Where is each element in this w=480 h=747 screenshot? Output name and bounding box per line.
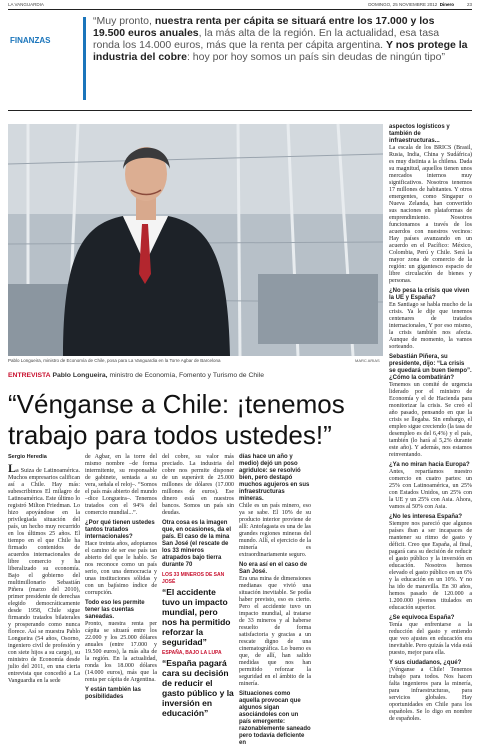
- photo-credit: MARC ARIAS: [355, 358, 380, 363]
- pull-quote-label: LOS 33 MINEROS DE SAN JOSÉ: [162, 572, 225, 585]
- header-rule: [8, 9, 472, 10]
- byline: Sergio Heredia: [8, 454, 47, 460]
- pull-quote-label: ESPAÑA, BAJO LA LUPA: [162, 650, 222, 656]
- photo-caption: Pablo Longueira, ministro de Economía de Chile, posa para La Vanguardia en la Torre Agbar de Barcelona: [8, 358, 221, 363]
- page-date: DOMINGO, 25 NOVIEMBRE 2012 Dinero: [368, 2, 454, 7]
- article-kicker: ENTREVISTA Pablo Longueira, ministro de Economía, Fomento y Turismo de Chile: [8, 372, 264, 379]
- photo-portrait: [8, 124, 383, 356]
- section-label: FINANZAS: [10, 36, 51, 45]
- article-column-1: Sergio Heredia La Suiza de Latinoamérica. Muchos empresarios califican así a Chile. Hay más: subescribimos El milagro de Latinoamérica. Este último lo registró Milton Friedman. Lo hizo apoyándose en la privilegiada situación del país, un hecho muy recurrido en los últimos 25 años. El tiempo en el que Chile ha firmado contenidos de acuerdos internacionales de libre comercio y ha liberalizado su economía. Bajo el gobierno del multimillonario Sebastián Piñera (marzo del 2010), primer presidente de derechas elegido democráticamente desde 1958, Chile sigue firmando tratados bilaterales y prosperando como nunca florece. Así se muestra Pablo Longueira (54 años, Osorno, ingeniero civil de profesión y con siete hijos a su cargo), su ministro de Economía desde julio del 2011, en una cierta entrevista que concedió a La Vanguardia en la sede: [8, 454, 80, 684]
- drop-cap: L: [8, 461, 17, 475]
- pull-quote: “El accidente tuvo un impacto mundial, pero nos ha permitido reforzar la seguridad”: [162, 587, 231, 647]
- quote-rule: [8, 110, 472, 111]
- article-column-3: del cobre, su valor más preciado. La industria del cobre nos permite disponer de un superávit de 25.000 millones de dólares (17.000 millones de euros). Ese dinero está en nuestros bancos. Somos un país sin deudas. Otra cosa es la imagen que, en ocasiones, da el país. El caso de la mina San José (el rescate de los 33 mineros atrapados bajo tierra durante 70 LOS 33 MINEROS DE SAN JOSÉ “El accidente tuvo un impacto mundial, pero nos ha permitido reforzar la seguridad” ESPAÑA, BAJO LA LUPA “España pagará cara su decisión de reducir el gasto público y la inversión en educación”: [162, 454, 234, 718]
- article-column-2: de Agbar, en la torre del mismo nombre –de forma intermitente, su responsable de gabinete, sentada a su vera, señala el reloj–. “Somos el país más abierto del mundo –dice Longueira–. Tenemos tratados con el 94% del comercio mundial...”. ¿Por qué tienen ustedes tantos tratados internacionales? Hace treinta años, adoptamos el camino de ser ese país tan abierto del que le hablo. Se nos reconoce como un país serio, con una democracia y unas instituciones sólidas y con un bajísimo índice de corrupción. Todo eso les permite tener las cuentas saneadas. Pronto, nuestra renta per cápita se situará entre los 22.000 y los 25.000 dólares anuales (entre 17.000 y 19.500 euros), la más alta de la región. En la actualidad, ronda los 18.000 dólares (14.000 euros), más que la renta per cápita de Argentina. Y están también las posibilidades: [85, 454, 157, 700]
- quote-accent-bar: [83, 17, 86, 100]
- article-column-4: días hace un año y medio) dejó un poso agridulce: se resolvió bien, pero destapó muchos agujeros en sus infraestructuras mineras. Chile es un país minero, eso ya se sabe. El 10% de su producto interior proviene de allí: Antofagasta es una de las grandes regiones mineras del mundo. Allí, el ejercicio de la minería es extraordinariamente seguro. No era así en el caso de San José. Era una mina de dimensiones medianas que vivió una situación inevitable. Se podía haber previsto, eso es cierto. Pero el accidente tuvo un impacto mundial, al tratarse de 33 mineros y al haberse resuelto de forma satisfactoria y gracias a un rescate digno de una cinematográfica. Lo bueno es que, de allí, han salido medidas que nos han permitido reforzar la seguridad en el ámbito de la minería. Situaciones como aquella provocan que algunos sigan asociándoles con un país emergente: razonablemente saneado pero todavía deficiente en: [239, 454, 311, 746]
- pull-quote: “España pagará cara su decisión de reducir el gasto público y la inversión en educación”: [162, 658, 234, 718]
- page-number: 23: [466, 2, 472, 7]
- newspaper-name: LA VANGUARDIA: [8, 2, 44, 7]
- page-header: [8, 1, 472, 9]
- article-column-5: aspectos logísticos y también de infraestructuras... La escala de los BRICS (Brasil, Rusia, India, China y Sudáfrica) es muy distinta a la chilena. Dada su magnitud, aquellos tienen unos mercados internos muy significativos. Nosotros tenemos 17 millones de habitantes. Y otros emergentes, como Singapur o Nueva Zelanda, han convertido sus naciones en plataformas de emprendimiento. Nosotros funcionamos a través de los acuerdos con nuestros vecinos: Hay países avanzando en un acuerdo en el Pacífico: México, Colombia, Perú y Chile. Será la mayor zona de comercio de la región: un gigantesco espacio de libre circulación de bienes y personas. ¿No pesa la crisis que viven la UE y España? En Santiago se habla mucho de la crisis. Ya le dije que tenemos centenares de tratados internacionales, Y por eso mismo, la crisis también nos afecta. Aunque de momento, la vamos sorteando. Sebastián Piñera, su presidente, dijo: “La crisis se quedará un buen tiempo”. ¿Cómo la combatirán? Tenemos un comité de urgencia liderado por el ministro de Economía y el de Hacienda para monitorizar la crisis. Se creó el año pasado, pensando en que la crisis se llegaba. Sin embargo, el empleo sigue creciendo (la tasa de desempleo es del 6,4%) y el país, también (lo hará al 5,2% durante este año). Y además, nos estamos reinventando. ¿Ya no miran hacia Europa? Antes, repartíamos nuestro comercio en cuatro partes: un 25% con Latinoamérica, un 25% con Estados Unidos, un 25% con la UE y un 25% con Asia. Ahora, vamos al 50% con Asia. ¿No les interesa España? Siempre nos pareció que algunos países iban a ser incapaces de mantener su ritmo de gasto y déficit. Creo que España, al final, pagará cara su decisión de reducir el gasto público y la inversión en educación. Nosotros hemos elevado el gasto público en un 6% y la educación en un 10%. Y no ha ido de maravilla. En 30 años, hemos pasado de 120.000 a 1.200.000 jóvenes titulados en educación superior. ¿Se equivoca España? Tenía que enfrentarse a la reducción del gasto y entiendo que veo ajustes en educación era inevitable. Pero quizás la vida está puesto, mejor para ella. Y sus ciudadanos, ¿qué? ¡Vénganse a Chile! Tenemos trabajo para todos. Nos hacen falta ingenieros para la minería, para infraestructuras, para servicios globales. Hay oportunidades en Chile para los españoles. Se lo digo en nombre de españoles.: [389, 124, 472, 722]
- photo-illustration: [8, 124, 383, 356]
- lead-quote: “Muy pronto, nuestra renta per cápita se situará entre los 17.000 y los 19.500 euros anuales, la más alta de la región. En la actualidad, esa tasa ronda los 14.000 euros, más que la renta per cápita argentina. Y nos protege la industria del cobre: hoy por hoy somos un país sin deudas de ningún tipo”: [93, 15, 468, 63]
- article-headline: “Vénganse a Chile: ¡tenemos trabajo para todos ustedes!”: [8, 389, 345, 450]
